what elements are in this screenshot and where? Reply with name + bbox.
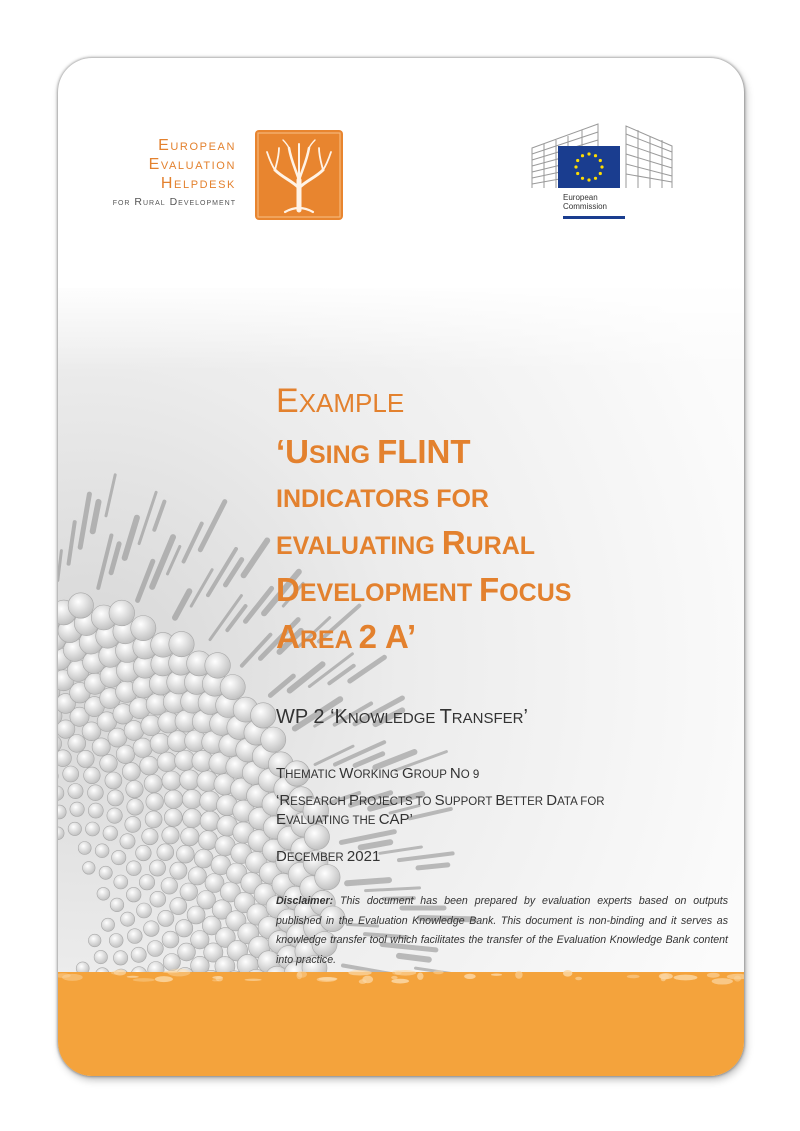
rp-part: E: [276, 811, 287, 828]
ec-logo-bar: [563, 216, 625, 219]
research-projects-title: [276, 792, 716, 830]
date-part: 2021: [346, 848, 381, 865]
band-texture-spot: [317, 977, 337, 982]
band-texture-spot: [212, 979, 219, 981]
title-part: R: [441, 524, 466, 561]
band-texture-spot: [155, 976, 173, 982]
doc-type-rest: XAMPLE: [298, 388, 405, 418]
cover-page: [58, 58, 744, 1076]
disclaimer-text: This document has been prepared by evaluation experts based on outputs published in the Evaluation Knowledge Bank. This document is non-binding and it serves as knowledge transfer tool which facilitates the transfer of the Evaluation Knowledge Bank content into practice.: [276, 895, 728, 966]
eeh-line-2: Evaluation: [148, 156, 236, 173]
doc-type-initial: E: [276, 382, 299, 420]
wp-part: T: [439, 706, 452, 728]
band-texture-spot: [707, 973, 720, 978]
eeh-line-3: Helpdesk: [160, 175, 236, 192]
band-texture-spot: [712, 978, 733, 984]
wp-part: NOWLEDGE: [347, 710, 440, 727]
work-package: [276, 706, 528, 729]
rp-part: B: [495, 792, 506, 809]
eu-star: [574, 165, 577, 168]
title-line-2: INDICATORS FOR: [276, 485, 489, 513]
rp-line-2: [276, 811, 716, 830]
disclaimer-label: Disclaimer:: [276, 895, 334, 907]
rp-part: ATA FOR: [557, 796, 605, 808]
publication-date: [276, 848, 380, 865]
orange-band: [58, 968, 744, 1076]
band-texture-spot: [563, 970, 572, 977]
band-texture-spot: [391, 976, 397, 979]
wp-part: RANSFER: [451, 710, 524, 727]
band-texture-spot: [245, 979, 262, 981]
band-texture-spot: [111, 971, 119, 975]
band-texture-spot: [661, 977, 666, 981]
eu-star: [581, 177, 584, 180]
title-line-3: [276, 521, 716, 568]
eu-star: [587, 152, 590, 155]
band-texture-spot: [163, 971, 179, 974]
rp-part: UPPORT: [444, 796, 496, 808]
band-texture-spot: [417, 973, 423, 980]
rp-part: ROJECTS TO: [358, 796, 435, 808]
twg-part: ORKING: [353, 769, 402, 781]
title-part: URAL: [465, 532, 536, 560]
tree-logo-icon: [255, 130, 343, 220]
band-texture-spot: [212, 976, 223, 979]
rp-part: S: [434, 792, 445, 809]
band-texture-spot: [127, 976, 139, 978]
eu-star: [587, 178, 590, 181]
title-part: 2 A’: [358, 618, 417, 655]
band-texture-spot: [62, 974, 83, 981]
date-part: D: [276, 848, 287, 865]
disclaimer: [276, 892, 728, 970]
rp-part: ETTER: [505, 796, 547, 808]
title-part: F: [479, 571, 500, 608]
title-part: EVALUATING: [276, 532, 442, 560]
eu-star: [594, 154, 597, 157]
band-texture-spot: [734, 976, 741, 982]
band-texture-spot: [297, 971, 307, 978]
title-part: EVELOPMENT: [299, 579, 480, 607]
ec-logo-label: [563, 193, 607, 211]
rp-part: CAP’: [378, 811, 413, 828]
band-texture-spot: [362, 976, 373, 984]
band-texture-spot: [464, 974, 476, 979]
band-texture-spot: [392, 970, 402, 975]
title-part: A: [276, 618, 300, 655]
eu-star: [576, 172, 579, 175]
thematic-working-group: [276, 765, 479, 784]
rp-part: P: [348, 792, 359, 809]
title-part: SING: [309, 441, 378, 469]
eu-star: [576, 159, 579, 162]
title-part: REA: [299, 626, 359, 654]
rp-part: ESEARCH: [290, 796, 349, 808]
band-texture-spot: [575, 977, 582, 980]
band-texture-spot: [348, 970, 371, 975]
band-texture-spot: [133, 978, 155, 982]
eu-star: [600, 165, 603, 168]
twg-part: HEMATIC: [285, 769, 340, 781]
eu-star: [594, 177, 597, 180]
eu-star: [599, 159, 602, 162]
wp-part: ’: [523, 706, 528, 728]
twg-part: O 9: [460, 769, 480, 781]
band-texture-spot: [659, 973, 673, 979]
twg-part: N: [449, 765, 461, 782]
title-part: FLINT: [377, 433, 471, 470]
date-part: ECEMBER: [286, 852, 347, 864]
rp-part: D: [546, 792, 558, 809]
doc-type-label: [276, 382, 404, 422]
band-texture-spot: [515, 971, 522, 979]
title-part: ‘U: [276, 433, 309, 470]
title-line-5: [276, 615, 716, 662]
twg-part: ROUP: [413, 769, 450, 781]
eeh-subline: for Rural Development: [112, 196, 236, 208]
eu-star: [599, 172, 602, 175]
title-part: D: [276, 571, 300, 608]
wp-part: K: [334, 706, 348, 728]
title-part: OCUS: [499, 579, 572, 607]
title-line-4: [276, 568, 716, 615]
rp-part: ‘R: [276, 792, 291, 809]
twg-part: T: [276, 765, 286, 782]
title-line-1: [276, 430, 716, 477]
rp-part: VALUATING THE: [286, 815, 379, 827]
eeh-line-1: European: [158, 137, 236, 154]
band-texture-spot: [627, 975, 640, 979]
twg-part: W: [339, 765, 354, 782]
band-texture-spot: [433, 970, 443, 974]
eeh-logo-text: [98, 136, 236, 208]
ec-label-line-2: Commission: [563, 202, 608, 211]
band-texture-spot: [391, 979, 409, 984]
rp-line-1: [276, 792, 716, 811]
wp-part: WP 2 ‘: [276, 706, 335, 728]
ec-label-line-1: European: [563, 193, 598, 202]
band-texture-spot: [491, 974, 502, 976]
twg-part: G: [402, 765, 414, 782]
band-texture-spot: [674, 975, 698, 981]
eu-star: [581, 154, 584, 157]
document-title: [276, 430, 716, 662]
